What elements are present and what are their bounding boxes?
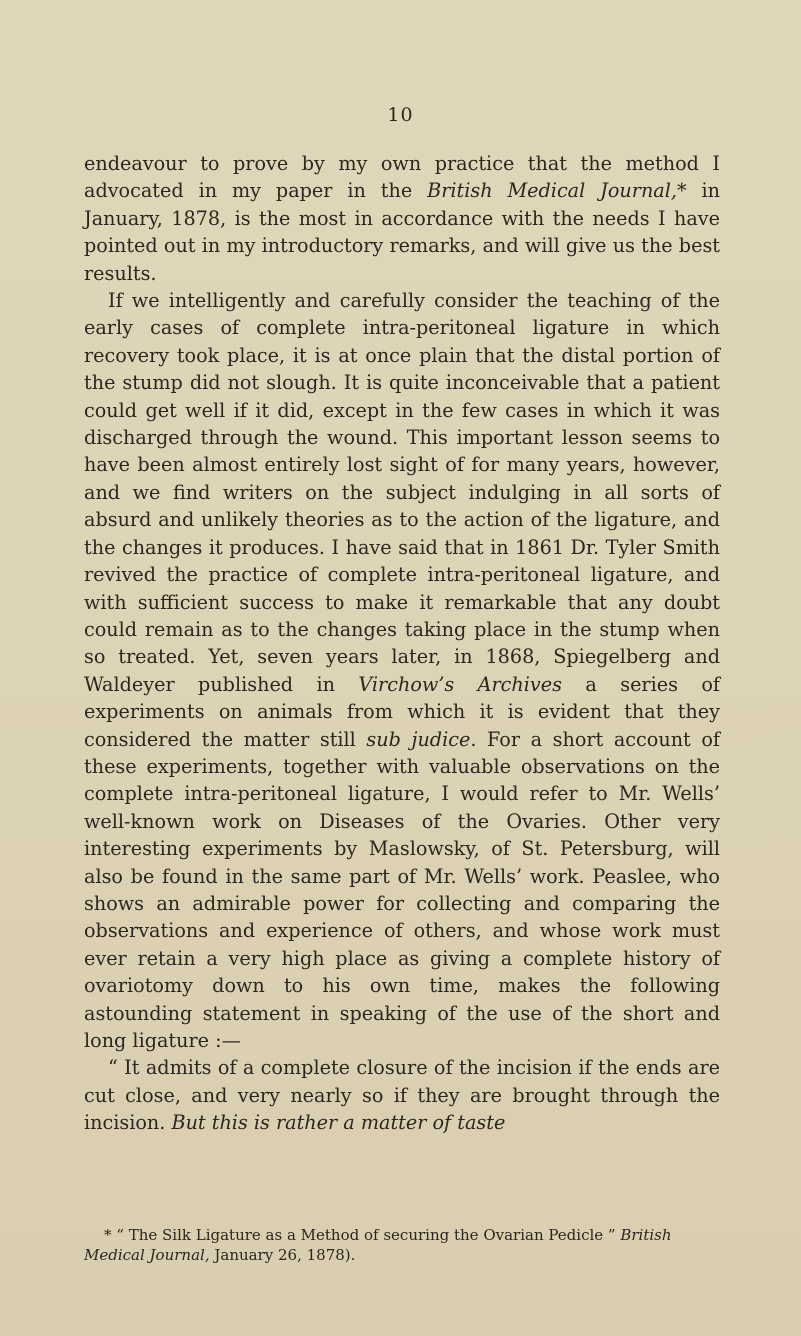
quote-emphasis: But this is rather a matter of taste	[171, 1111, 506, 1135]
footnote-text: * “ The Silk Ligature as a Method of securing the Ovarian Pedicle ” British Medical Journal, January 26, 1878).	[84, 1226, 672, 1264]
latin-phrase: sub judice.	[366, 727, 477, 751]
journal-title: British Medical Journal,*	[427, 179, 687, 203]
footnote-journal: British Medical Journal,	[84, 1226, 672, 1264]
paragraph-1: endeavour to prove by my own practice that the method I advocated in my paper in the British Medical Journal,* in January, 1878, is the most in accordance with the needs I have pointed out in my introductory remarks, and will give us the best results.	[84, 152, 720, 285]
body-text	[84, 150, 720, 1137]
archives-title: Virchow’s Archives	[358, 672, 562, 696]
page-number: 10	[387, 104, 414, 126]
paragraph-3-quote: “ It admits of a complete closure of the incision if the ends are cut close, and very nearly so if they are brought through the incision. But this is rather a matter of taste	[84, 1056, 720, 1135]
footnote	[84, 1225, 720, 1265]
paragraph-2: If we intelligently and carefully consider the teaching of the early cases of complete intra-peritoneal ligature in which recovery took place, it is at once plain that the distal portion of the stump did not slough. It is quite inconceivable that a patient could get well if it did, except in the few cases in which it was discharged through the wound. This important lesson seems to have been almost entirely lost sight of for many years, however, and we find writers on the subject indulging in all sorts of absurd and unlikely theories as to the action of the ligature, and the changes it produces. I have said that in 1861 Dr. Tyler Smith revived the practice of complete intra-peritoneal ligature, and with sufficient success to make it remarkable that any doubt could remain as to the changes taking place in the stump when so treated. Yet, seven years later, in 1868, Spiegelberg and Waldeyer published in Virchow’s Archives a series of experiments on animals from which it is evident that they considered the matter still sub judice. For a short account of these experiments, together with valuable observations on the complete intra-peritoneal ligature, I would refer to Mr. Wells’ well-known work on Diseases of the Ovaries. Other very interesting experiments by Maslowsky, of St. Petersburg, will also be found in the same part of Mr. Wells’ work. Peaslee, who shows an admirable power for collecting and comparing the observations and experience of others, and whose work must ever retain a very high place as giving a complete history of ovariotomy down to his own time, makes the following astounding statement in speaking of the use of the short and long ligature :—	[84, 289, 721, 1052]
